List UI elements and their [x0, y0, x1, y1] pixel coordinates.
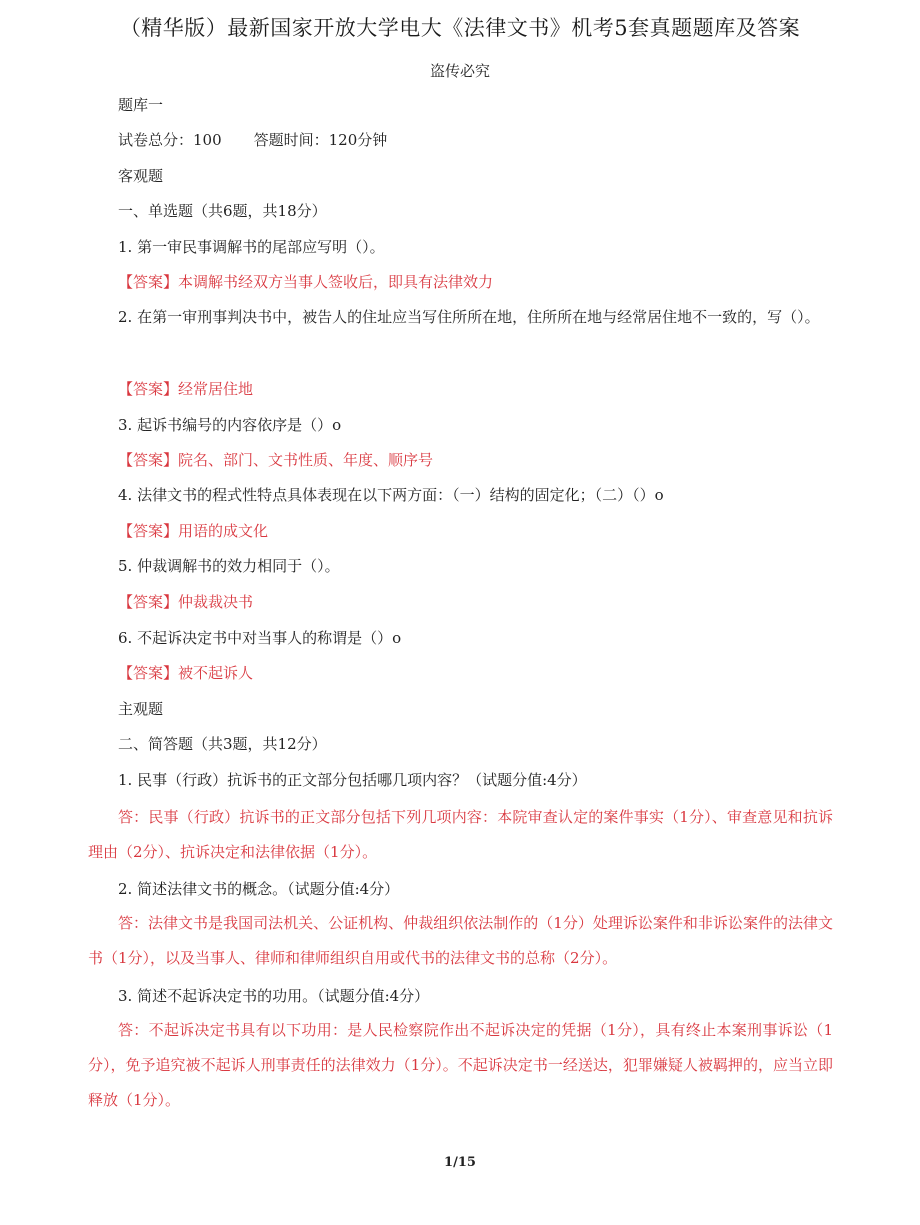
exam-info	[118, 129, 387, 150]
objective-label: 客观题	[118, 167, 164, 185]
sa-question-3: 3. 简述不起诉决定书的功用。（试题分值:4分）	[118, 987, 430, 1005]
mc-answer-2: 【答案】经常居住地	[118, 380, 254, 398]
mc-answer-6: 【答案】被不起诉人	[118, 664, 254, 682]
mc-answer-5: 【答案】仲裁裁决书	[118, 593, 254, 611]
sa-answer-2: 答：法律文书是我国司法机关、公证机构、仲裁组织依法制作的（1分）处理诉讼案件和非诉讼案件的法律文书（1分），以及当事人、律师和律师组织自用或代书的法律文书的总称（2分）。	[88, 914, 833, 967]
mc-answer-3: 【答案】院名、部门、文书性质、年度、顺序号	[118, 451, 434, 469]
mc-question-3: 3. 起诉书编号的内容依序是（）o	[118, 416, 342, 434]
sa-question-1: 1. 民事（行政）抗诉书的正文部分包括哪几项内容？（试题分值:4分）	[118, 771, 587, 789]
mc-question-5: 5. 仲裁调解书的效力相同于（）。	[118, 557, 340, 575]
section-heading-mc: 一、单选题（共6题，共18分）	[118, 202, 327, 220]
mc-question-1: 1. 第一审民事调解书的尾部应写明（）。	[118, 238, 385, 256]
page-number: 1/15	[444, 1155, 476, 1170]
mc-question-2: 2. 在第一审刑事判决书中，被告人的住址应当写住所所在地，住所所在地与经常居住地不一致的，写（）。	[118, 308, 820, 326]
mc-question-4: 4. 法律文书的程式性特点具体表现在以下两方面：（一）结构的固定化；（二）（）o	[118, 486, 664, 504]
exam-time: 答题时间：120分钟	[253, 131, 388, 149]
bank-label: 题库一	[118, 96, 164, 114]
mc-question-6: 6. 不起诉决定书中对当事人的称谓是（）o	[118, 629, 402, 647]
mc-answer-1: 【答案】本调解书经双方当事人签收后，即具有法律效力	[118, 273, 494, 291]
sa-answer-1: 答：民事（行政）抗诉书的正文部分包括下列几项内容：本院审查认定的案件事实（1分）、审查意见和抗诉理由（2分）、抗诉决定和法律依据（1分）。	[88, 808, 833, 861]
sa-question-2: 2. 简述法律文书的概念。（试题分值:4分）	[118, 880, 400, 898]
document-title: （精华版）最新国家开放大学电大《法律文书》机考5套真题题库及答案	[119, 16, 801, 40]
sa-answer-3: 答：不起诉决定书具有以下功用：是人民检察院作出不起诉决定的凭据（1分），具有终止本案刑事诉讼（1分），免予追究被不起诉人刑事责任的法律效力（1分）。不起诉决定书一经送达，犯罪嫌疑人被羁押的，应当立即释放（1分）。	[88, 1021, 833, 1109]
subjective-label: 主观题	[118, 700, 164, 718]
document-subtitle: 盗传必究	[429, 62, 490, 80]
section-heading-sa: 二、简答题（共3题，共12分）	[118, 735, 327, 753]
total-score: 试卷总分：100	[118, 131, 222, 149]
mc-answer-4: 【答案】用语的成文化	[118, 522, 269, 540]
